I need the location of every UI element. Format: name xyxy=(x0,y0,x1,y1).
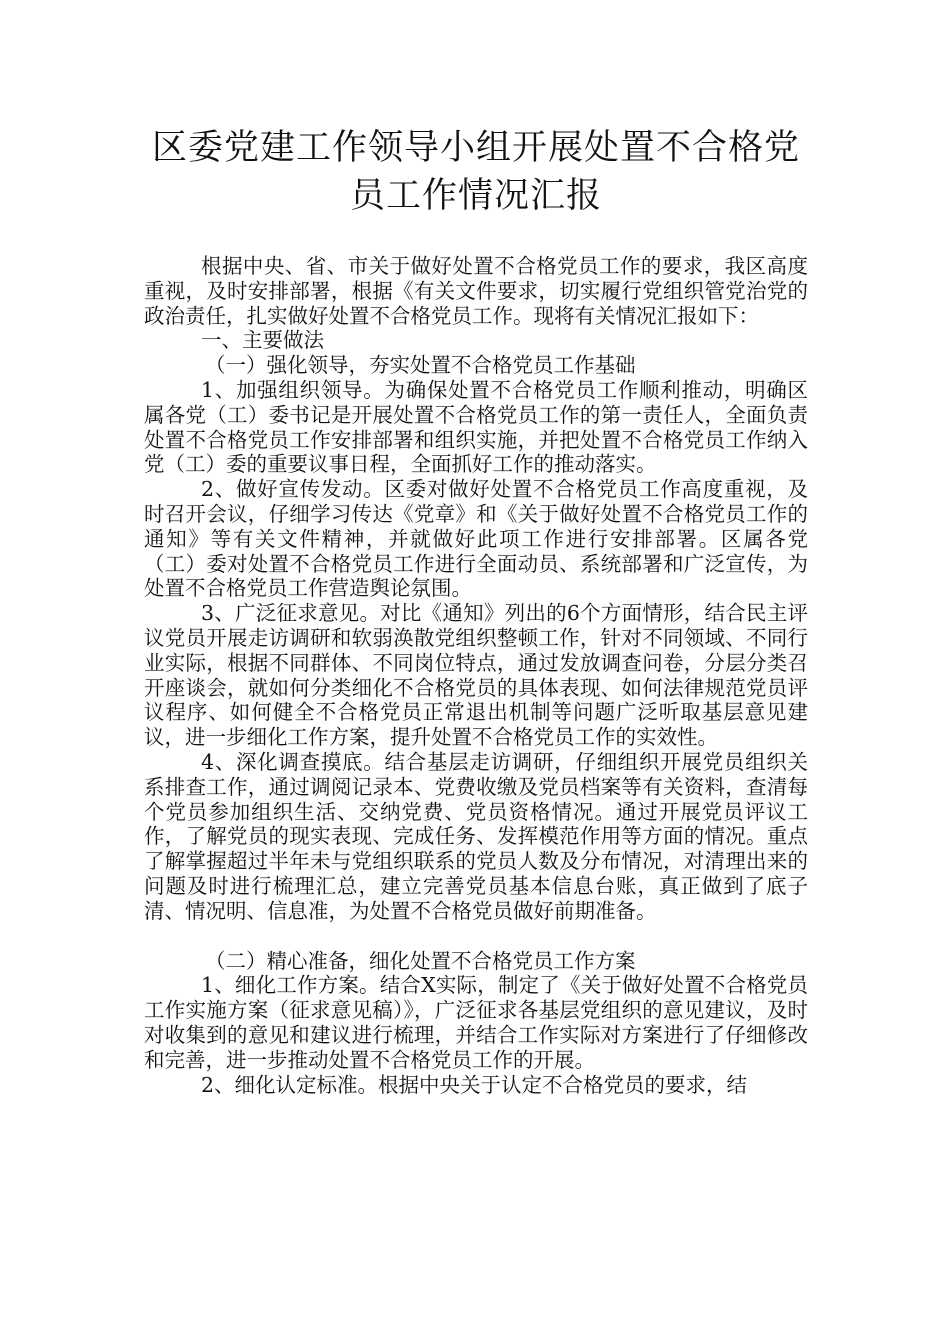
paragraph-1-3: 3、广泛征求意见。对比《通知》列出的6个方面情形，结合民主评议党员开展走访调研和软弱涣散党组织整顿工作，针对不同领域、不同行业实际，根据不同群体、不同岗位特点，通过发放调查问卷，分层分类召开座谈会，就如何分类细化不合格党员的具体表现、如何法律规范党员评议程序、如何健全不合格党员正常退出机制等问题广泛听取基层意见建议，进一步细化工作方案，提升处置不合格党员工作的实效性。 xyxy=(144,601,808,750)
paragraph-2-2: 2、细化认定标准。根据中央关于认定不合格党员的要求，结 xyxy=(201,1072,748,1097)
title-line-1: 区委党建工作领导小组开展处置不合格党 xyxy=(151,128,800,168)
document-title xyxy=(144,124,808,220)
paragraph-2-1: 1、细化工作方案。结合X实际，制定了《关于做好处置不合格党员工作实施方案（征求意见稿）》，广泛征求各基层党组织的意见建议，及时对收集到的意见和建议进行梳理，并结合工作实际对方案进行了仔细修改和完善，进一步推动处置不合格党员工作的开展。 xyxy=(144,973,808,1072)
paragraph-spacer xyxy=(144,924,808,949)
paragraph-1-2: 2、做好宣传发动。区委对做好处置不合格党员工作高度重视，及时召开会议，仔细学习传达《党章》和《关于做好处置不合格党员工作的通知》等有关文件精神，并就做好此项工作进行安排部署。区属各党（工）委对处置不合格党员工作进行全面动员、系统部署和广泛宣传，为处置不合格党员工作营造舆论氛围。 xyxy=(144,477,808,601)
paragraph-1-4: 4、深化调查摸底。结合基层走访调研，仔细组织开展党员组织关系排查工作，通过调阅记录本、党费收缴及党员档案等有关资料，查清每个党员参加组织生活、交纳党费、党员资格情况。通过开展党员评议工作，了解党员的现实表现、完成任务、发挥模范作用等方面的情况。重点了解掌握超过半年未与党组织联系的党员人数及分布情况，对清理出来的问题及时进行梳理汇总，建立完善党员基本信息台账，真正做到了底子清、情况明、信息准，为处置不合格党员做好前期准备。 xyxy=(144,749,808,923)
subsection-heading-1: （一）强化领导，夯实处置不合格党员工作基础 xyxy=(205,353,636,378)
intro-paragraph: 根据中央、省、市关于做好处置不合格党员工作的要求，我区高度重视，及时安排部署，根据《有关文件要求，切实履行党组织管党治党的政治责任，扎实做好处置不合格党员工作。现将有关情况汇报如下： xyxy=(144,254,808,328)
title-line-2: 员工作情况汇报 xyxy=(349,176,602,216)
section-heading-main-practices: 一、主要做法 xyxy=(201,328,324,353)
document-page xyxy=(144,124,808,1097)
paragraph-1-1: 1、加强组织领导。为确保处置不合格党员工作顺利推动，明确区属各党（工）委书记是开展处置不合格党员工作的第一责任人，全面负责处置不合格党员工作安排部署和组织实施，并把处置不合格党员工作纳入党（工）委的重要议事日程，全面抓好工作的推动落实。 xyxy=(144,377,808,477)
subsection-heading-2: （二）精心准备，细化处置不合格党员工作方案 xyxy=(205,948,636,973)
